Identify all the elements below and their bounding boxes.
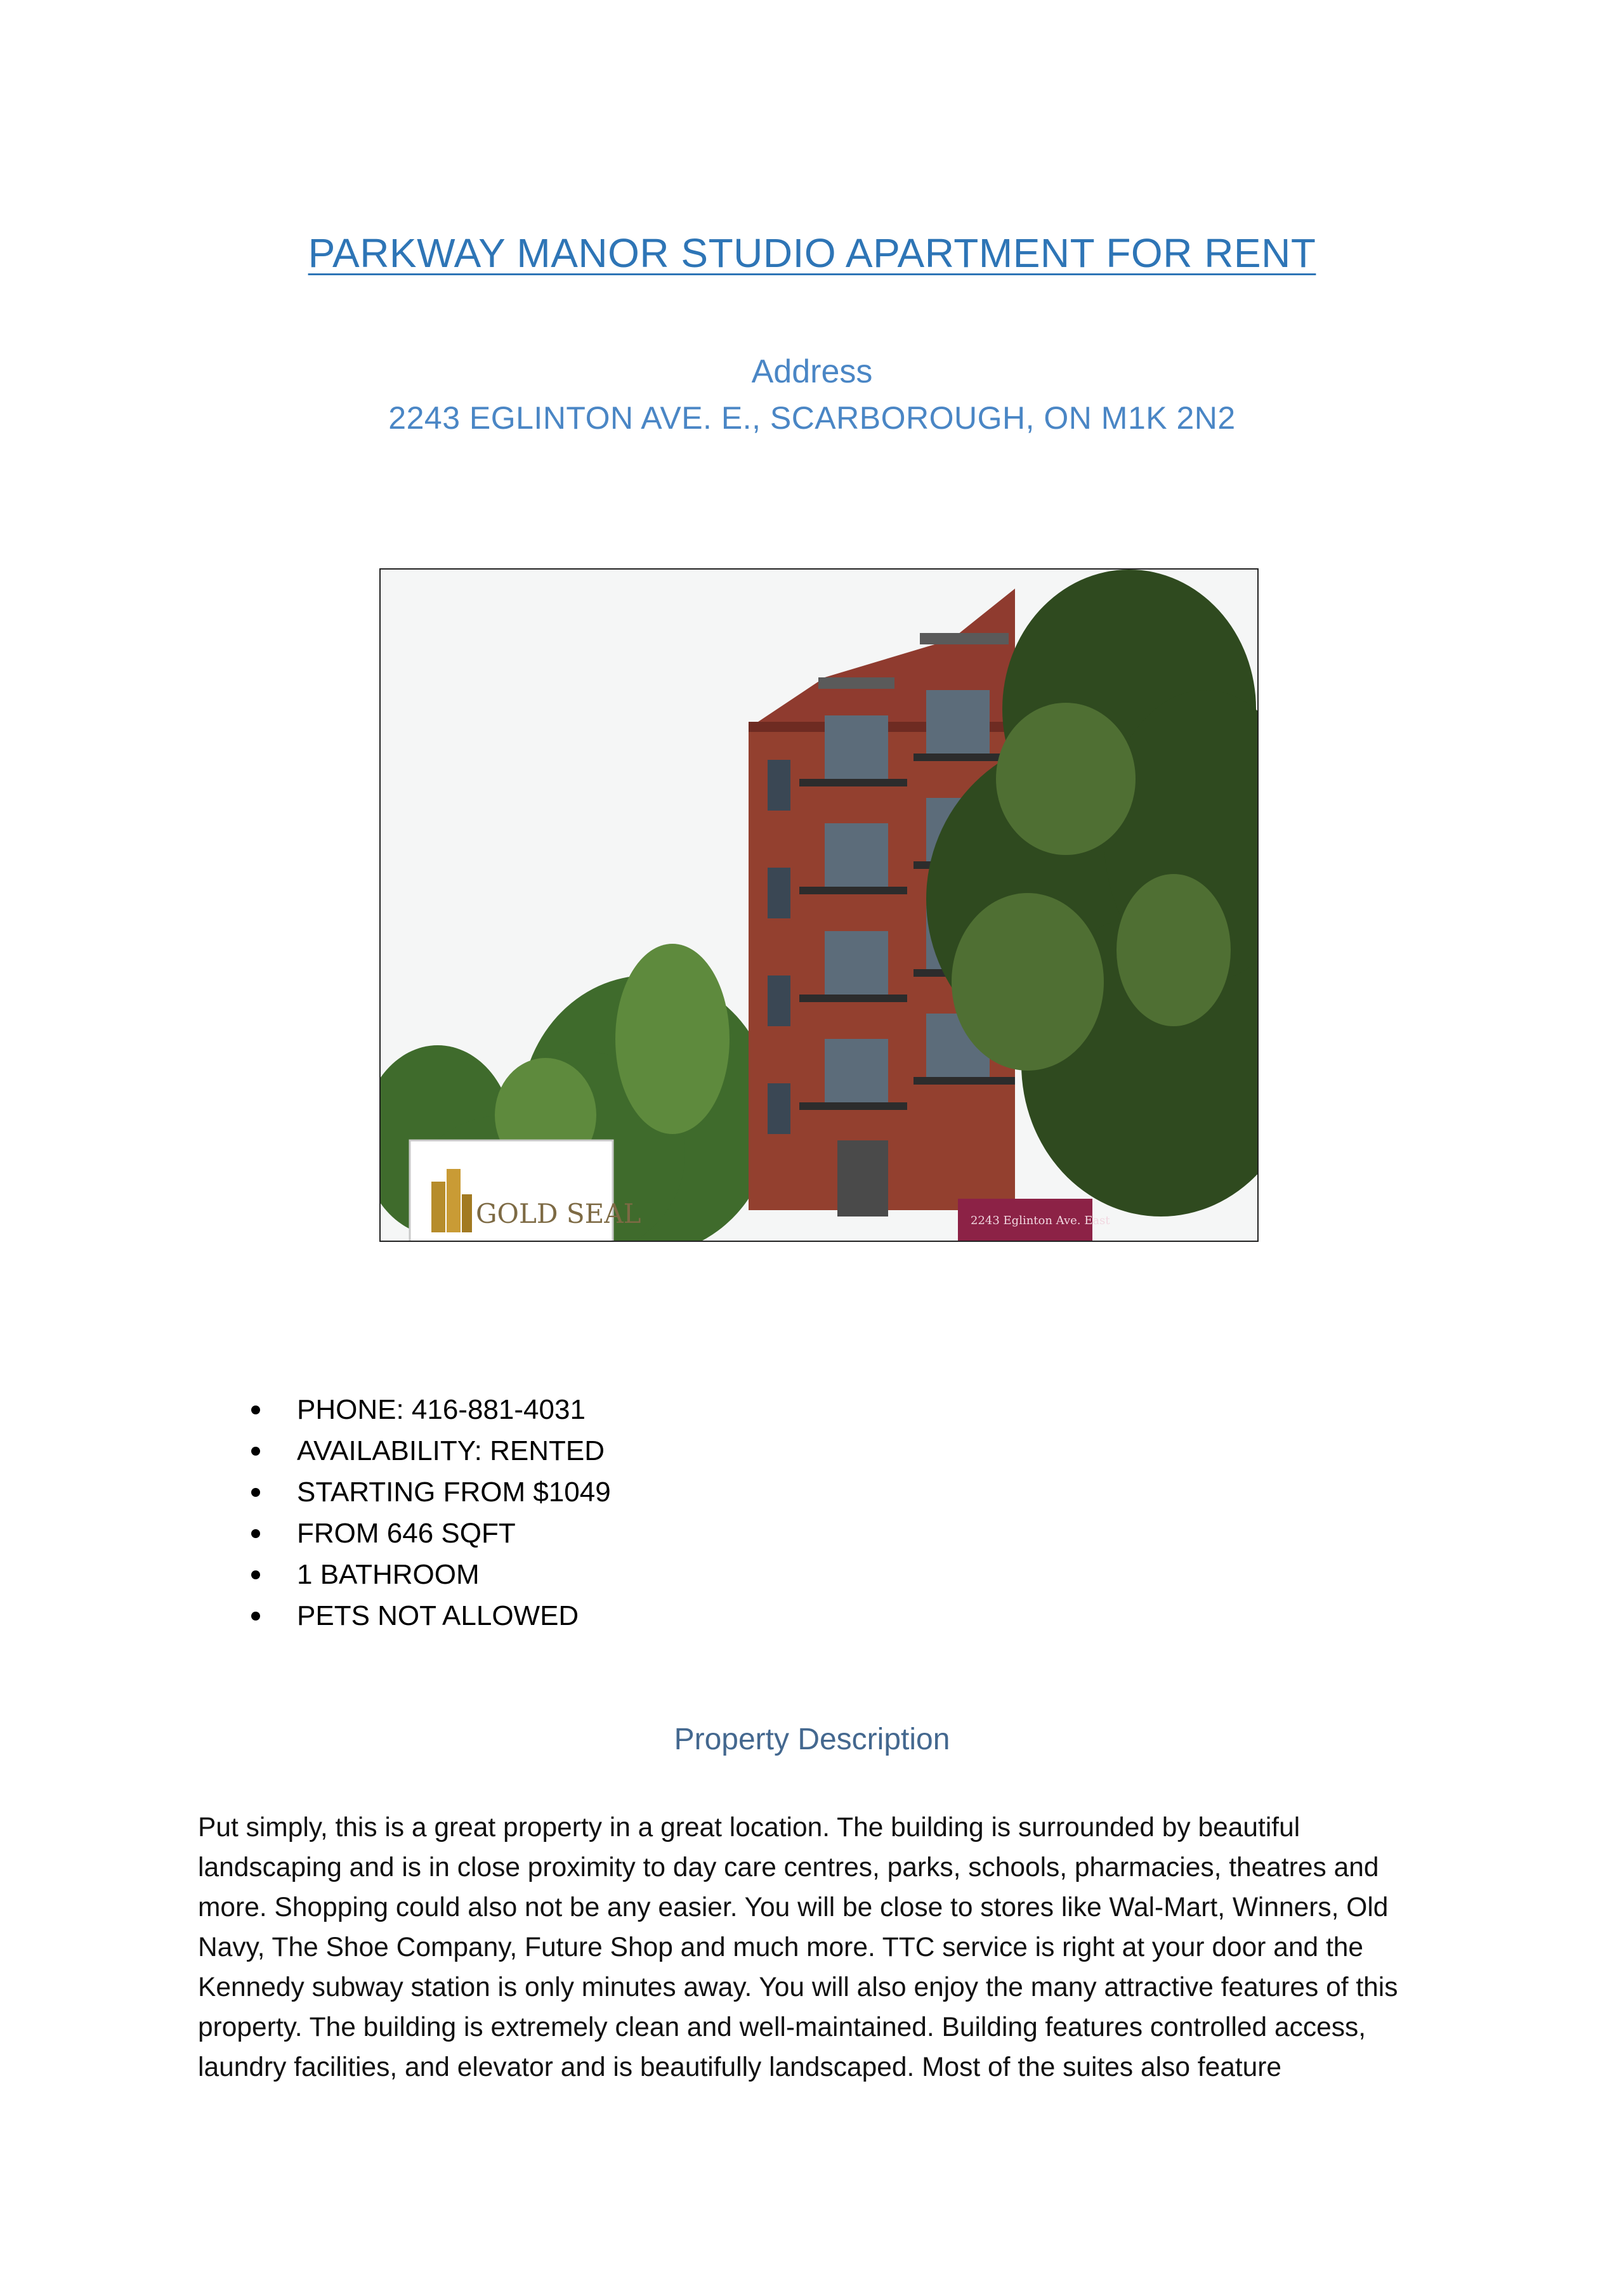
awning-text: 2243 Eglinton Ave. East (971, 1214, 1110, 1227)
property-facts-list (247, 1389, 611, 1636)
fact-availability: AVAILABILITY: RENTED (247, 1430, 611, 1471)
description-heading: Property Description (674, 1723, 950, 1756)
address-line: 2243 EGLINTON AVE. E., SCARBOROUGH, ON M1K 2N2 (388, 400, 1236, 436)
fact-price: STARTING FROM $1049 (247, 1471, 611, 1513)
sign-text: GOLD SEAL (476, 1198, 641, 1229)
fact-phone: PHONE: 416-881-4031 (247, 1389, 611, 1430)
fact-bathrooms: 1 BATHROOM (247, 1554, 611, 1595)
page-title (0, 230, 1624, 277)
page-title-text: PARKWAY MANOR STUDIO APARTMENT FOR RENT (308, 230, 1316, 276)
description-body: Put simply, this is a great property in a great location. The building is surrounded by beautiful landscaping and is in close proximity to day care centres, parks, schools, pharmacies, theatres and more. Shopping could also not be any easier. You will be close to stores like Wal-Mart, Winners, Old Navy, The Shoe Company, Future Shop and much more. TTC service is right at your door and the Kennedy subway station is only minutes away. You will also enjoy the many attractive features of this property. The building is extremely clean and well-maintained. Building features controlled access, laundry facilities, and elevator and is beautifully landscaped. Most of the suites also feature (198, 1813, 1398, 2082)
building-photo (379, 568, 1259, 1242)
fact-pets: PETS NOT ALLOWED (247, 1595, 611, 1636)
fact-size: FROM 646 SQFT (247, 1513, 611, 1554)
address-label: Address (751, 353, 873, 390)
